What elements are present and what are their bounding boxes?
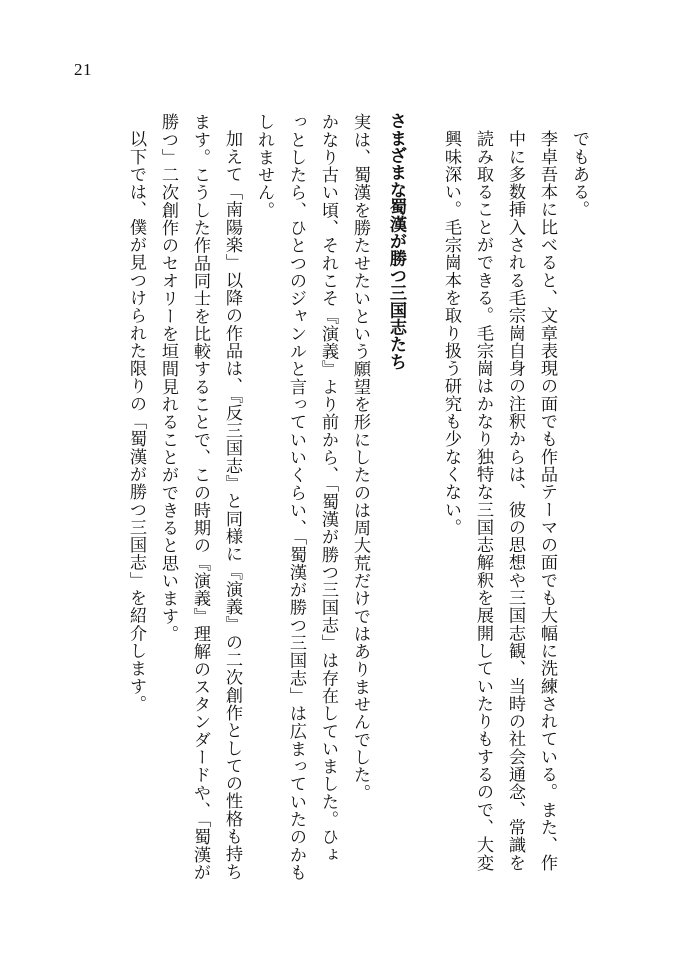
text-column: 勝つ」二次創作のセオリーを垣間見れることができると思います。	[158, 113, 178, 643]
text-column: でもある。	[569, 130, 589, 219]
text-column: 以下では、僕が見つけられた限りの「蜀漢が勝つ三国志」を紹介します。	[126, 130, 146, 713]
page-number: 21	[74, 60, 92, 79]
text-column: 読み取ることができる。毛宗崗はかなり独特な三国志解釈を展開していたりもするので、大変	[473, 130, 493, 872]
text-column: しれません。	[254, 113, 274, 219]
section-heading: さまざまな蜀漢が勝つ三国志たち	[386, 112, 406, 370]
text-column: 加えて「南陽楽」以降の作品は、『反三国志』と同様に『演義』の二次創作としての性格も持ち	[222, 130, 242, 881]
text-column: 実は、蜀漢を勝たせたいという願望を形にしたのは周大荒だけではありませんでした。	[350, 113, 370, 802]
text-column: 興味深い。毛宗崗本を取り扱う研究も少なくない。	[441, 130, 461, 536]
text-column: っとしたら、ひとつのジャンルと言っていいくらい、「蜀漢が勝つ三国志」は広まっていたのかも	[286, 113, 306, 881]
text-column: ます。こうした作品同士を比較することで、この時期の『演義』理解のスタンダードや、「蜀漢が	[190, 113, 210, 881]
text-column: 中に多数挿入される毛宗崗自身の注釈からは、彼の思想や三国志観、当時の社会通念、常識を	[505, 130, 525, 872]
text-column: 李卓吾本に比べると、文章表現の面でも作品テーマの面でも大幅に洗練されている。また、作	[537, 130, 557, 872]
text-column: かなり古い頃、それこそ『演義』より前から、「蜀漢が勝つ三国志」は存在していました。ひょ	[318, 113, 338, 864]
